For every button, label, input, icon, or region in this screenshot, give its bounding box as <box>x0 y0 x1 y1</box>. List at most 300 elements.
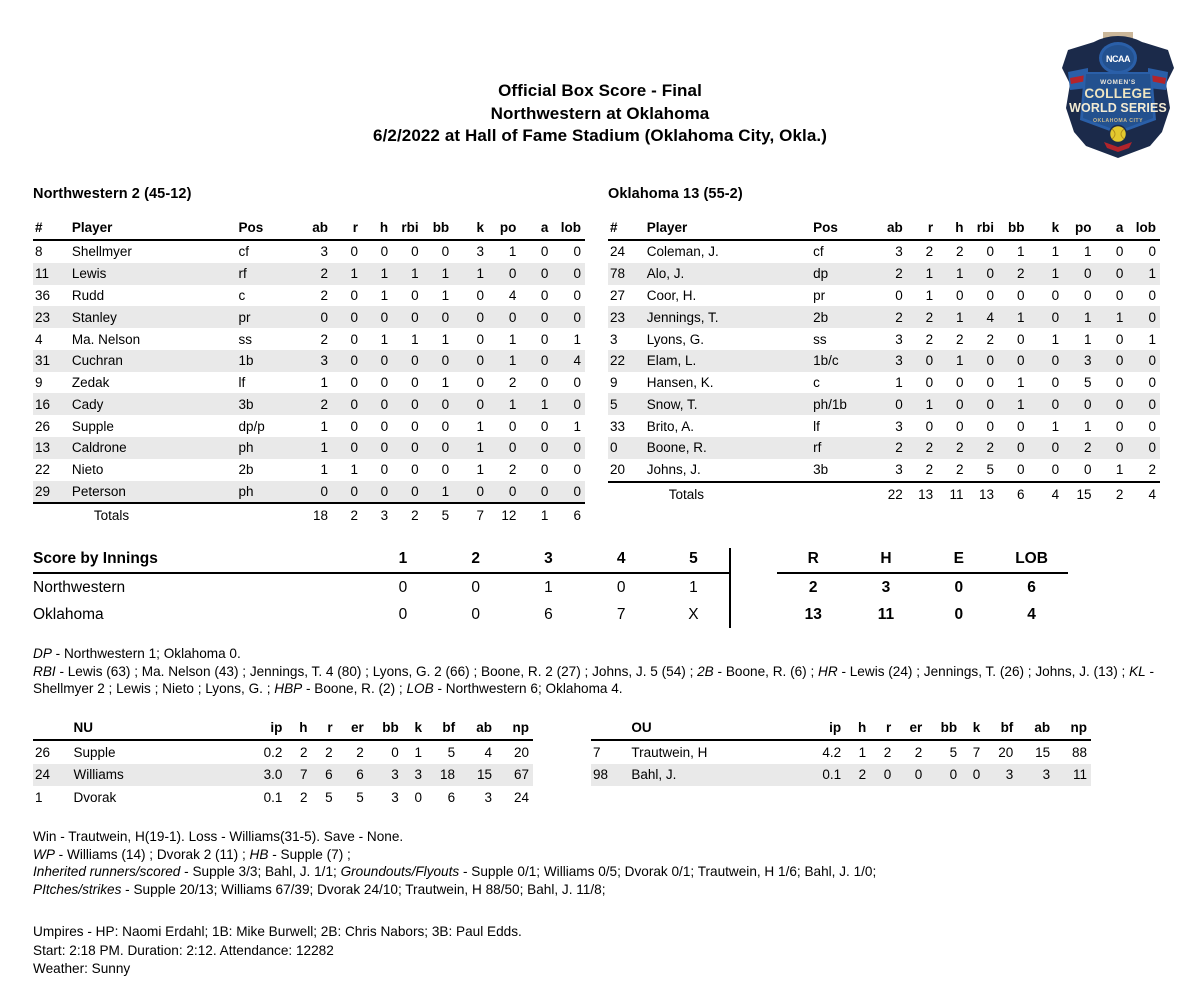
cell-h: 2 <box>955 331 964 347</box>
totals-cell-bb: 5 <box>424 503 455 526</box>
cell-po: 1 <box>1083 331 1092 347</box>
cell-bb: 0 <box>999 350 1029 372</box>
pitch-cell-np: 20 <box>513 744 529 760</box>
pitch-cell-bf: 6 <box>447 789 456 805</box>
away-batting-body <box>33 240 585 527</box>
home-team-heading: Oklahoma 13 (55-2) <box>608 186 743 202</box>
cell-bb: 0 <box>1016 287 1025 303</box>
cell-bb: 1 <box>424 481 455 504</box>
totals-cell-pos <box>813 482 872 505</box>
cell-a: 0 <box>1097 350 1129 372</box>
cell-h: 0 <box>380 418 389 434</box>
cell-name: Elam, L. <box>647 350 813 372</box>
cell-rbi: 0 <box>411 375 419 391</box>
col-header-bb: bb <box>424 218 455 240</box>
cell-name: Coor, H. <box>646 287 697 303</box>
cell-bb: 0 <box>1016 462 1025 478</box>
cell-po: 0 <box>489 306 521 328</box>
cell-h: 1 <box>380 287 389 303</box>
inning-cell-2: 0 <box>471 605 480 623</box>
cell-ab: 2 <box>872 306 908 328</box>
col-header-player: Player <box>72 218 239 240</box>
summary-header-r: R <box>777 548 850 573</box>
table-row <box>608 415 1160 437</box>
pitch-cell-bb: 3 <box>391 789 399 805</box>
inning-cell-5: 1 <box>658 573 731 601</box>
inning-cell-1: 0 <box>398 605 408 623</box>
cell-r: 2 <box>925 331 934 347</box>
inning-cell-4: 0 <box>616 578 626 596</box>
kl-text: - Shellmyer 2 ; Lewis ; Nieto ; Lyons, G. ; <box>33 663 1155 696</box>
pitch-cell-er: 0 <box>895 764 926 787</box>
cell-rbi: 0 <box>393 481 424 504</box>
cell-pos: lf <box>813 418 820 434</box>
cell-r: 0 <box>333 306 363 328</box>
cell-a: 0 <box>521 481 553 504</box>
game-notes-bottom <box>33 923 1183 979</box>
away-pitching-body <box>33 740 533 809</box>
cell-num: 11 <box>33 263 72 285</box>
cell-ab: 1 <box>320 462 328 478</box>
cell-k: 1 <box>1051 331 1060 347</box>
pitch-cell-er: 2 <box>914 744 923 760</box>
cell-k: 0 <box>1051 287 1060 303</box>
cell-rbi: 2 <box>986 331 994 347</box>
cell-num: 16 <box>33 393 72 415</box>
cell-po: 0 <box>489 481 521 504</box>
cell-r: 0 <box>333 481 363 504</box>
cell-k: 0 <box>476 375 484 391</box>
score-by-innings-label: Score by Innings <box>33 548 367 573</box>
cell-lob: 0 <box>1128 437 1160 459</box>
cell-k: 0 <box>1029 306 1064 328</box>
cell-name: Snow, T. <box>647 393 813 415</box>
cell-rbi: 5 <box>986 462 994 478</box>
cell-pos: 3b <box>813 462 829 478</box>
cell-r: 0 <box>350 287 359 303</box>
page-header <box>0 0 1200 148</box>
table-header-row <box>33 218 585 240</box>
cell-k: 0 <box>1051 462 1060 478</box>
cell-rbi: 0 <box>411 418 419 434</box>
cell-lob: 0 <box>553 393 585 415</box>
cell-lob: 2 <box>1148 462 1156 478</box>
cell-h: 2 <box>955 244 964 260</box>
pitch-cell-k: 0 <box>961 764 984 787</box>
decision-line: Win - Trautwein, H(19-1). Loss - Williams(31-5). Save - None. <box>33 829 404 844</box>
pitch-cell-ab: 15 <box>1035 744 1051 760</box>
cell-pos: 3b <box>239 393 297 415</box>
cell-lob: 1 <box>1128 263 1160 285</box>
totals-cell-po: 12 <box>489 503 521 526</box>
cell-bb: 0 <box>424 393 455 415</box>
col-header-r: r <box>908 218 938 240</box>
home-team-block <box>608 186 1160 527</box>
cell-rbi: 0 <box>986 244 994 260</box>
cell-h: 1 <box>380 331 389 347</box>
game-notes-mid <box>33 828 1183 898</box>
col-header-po: po <box>1064 218 1096 240</box>
cell-r: 0 <box>925 418 934 434</box>
away-pitching-table <box>33 718 533 809</box>
pitch-cell-er: 5 <box>356 789 364 805</box>
college-text: COLLEGE <box>1084 86 1152 101</box>
cell-num: 29 <box>33 481 72 504</box>
cell-rbi: 0 <box>968 263 999 285</box>
cell-a: 0 <box>1115 287 1124 303</box>
cell-pos: dp/p <box>238 418 265 434</box>
cell-r: 0 <box>925 375 934 391</box>
cell-po: 1 <box>508 331 517 347</box>
pitch-col-er: er <box>337 718 368 740</box>
cell-a: 0 <box>1097 393 1129 415</box>
cell-h: 1 <box>938 263 968 285</box>
cell-lob: 0 <box>553 263 585 285</box>
pitch-col-er: er <box>895 718 926 740</box>
cell-a: 0 <box>540 462 549 478</box>
cell-rbi: 0 <box>968 350 999 372</box>
dp-note-line <box>33 645 1173 663</box>
pitch-col-ab: ab <box>1017 718 1054 740</box>
cell-lob: 0 <box>553 306 585 328</box>
cell-po: 0 <box>1083 287 1092 303</box>
ncaa-logo-text: NCAA <box>1106 54 1130 64</box>
summary-header-lob: LOB <box>995 548 1068 573</box>
cell-pos: cf <box>813 244 824 260</box>
cell-pos: 2b <box>238 462 254 478</box>
totals-cell-num <box>608 482 647 505</box>
cell-r: 1 <box>333 263 363 285</box>
pitching-header-row <box>33 718 533 740</box>
pitch-cell-er: 2 <box>356 744 364 760</box>
cell-pos: c <box>238 287 246 303</box>
cell-rbi: 2 <box>968 437 999 459</box>
cell-name: Stanley <box>72 306 239 328</box>
cell-h: 0 <box>363 393 393 415</box>
cell-r: 0 <box>908 350 938 372</box>
pitch-cell-k: 0 <box>414 789 422 805</box>
cell-name: Jennings, T. <box>647 306 813 328</box>
totals-cell-po: 15 <box>1064 482 1096 505</box>
table-row <box>33 285 585 307</box>
pitch-cell-num: 7 <box>593 744 601 760</box>
pitch-cell-bf: 3 <box>984 764 1017 787</box>
cell-k: 0 <box>1051 375 1060 391</box>
summary-cell-r: 13 <box>804 605 822 623</box>
cell-rbi: 0 <box>393 306 424 328</box>
pitching-tables <box>33 718 1133 809</box>
cell-a: 0 <box>521 350 553 372</box>
cell-lob: 0 <box>1148 375 1156 391</box>
cell-ab: 3 <box>895 244 903 260</box>
hbp-label: HBP <box>274 681 303 696</box>
rbi-note-line <box>33 663 1173 698</box>
cell-lob: 4 <box>553 350 585 372</box>
cell-po: 0 <box>1083 462 1092 478</box>
score-by-innings-table <box>33 548 1068 628</box>
dp-text: - Northwestern 1; Oklahoma 0. <box>51 646 241 661</box>
cell-k: 0 <box>1029 350 1064 372</box>
cell-ab: 1 <box>297 437 333 459</box>
wcws-logo-svg <box>1058 28 1178 163</box>
totals-cell-r: 13 <box>908 482 938 505</box>
cell-lob: 0 <box>1128 393 1160 415</box>
pitch-col-team: NU <box>73 718 251 740</box>
table-row <box>608 240 1160 263</box>
cell-name: Ma. Nelson <box>71 331 141 347</box>
cell-ab: 1 <box>895 375 903 391</box>
col-header-lob: lob <box>553 218 585 240</box>
col-header-number: # <box>33 218 72 240</box>
col-header-h: h <box>363 218 393 240</box>
cell-rbi: 0 <box>986 287 994 303</box>
pitch-cell-num: 26 <box>35 744 51 760</box>
umpires-line: Umpires - HP: Naomi Erdahl; 1B: Mike Burwell; 2B: Chris Nabors; 3B: Paul Edds. <box>33 924 522 939</box>
pitch-col-r: r <box>870 718 895 740</box>
cell-ab: 2 <box>872 263 908 285</box>
cell-a: 1 <box>521 393 553 415</box>
home-pitching-table <box>591 718 1091 786</box>
cell-bb: 1 <box>441 375 450 391</box>
cell-a: 0 <box>540 375 549 391</box>
cell-name: Lyons, G. <box>646 331 704 347</box>
cell-lob: 0 <box>1148 287 1156 303</box>
pitch-cell-np: 88 <box>1071 744 1087 760</box>
cell-num: 4 <box>35 331 43 347</box>
pitch-cell-k: 1 <box>414 744 422 760</box>
cell-k: 0 <box>1029 437 1064 459</box>
away-team-heading: Northwestern 2 (45-12) <box>33 186 192 202</box>
cell-lob: 1 <box>573 418 581 434</box>
pitch-cell-ip: 4.2 <box>822 744 842 760</box>
pitch-cell-r: 5 <box>325 789 333 805</box>
innings-team-name: Northwestern <box>33 578 126 596</box>
groundouts-text: - Supple 0/1; Williams 0/5; Dvorak 0/1; Trautwein, H 1/6; Bahl, J. 1/0; <box>459 864 877 879</box>
cell-r: 2 <box>925 244 934 260</box>
pitch-cell-h: 2 <box>300 789 308 805</box>
cell-bb: 1 <box>999 393 1029 415</box>
away-batting-table <box>33 218 585 527</box>
cell-rbi: 1 <box>411 331 419 347</box>
cell-name: Supple <box>71 418 114 434</box>
cell-ab: 3 <box>895 418 903 434</box>
cell-k: 3 <box>476 244 484 260</box>
cell-h: 0 <box>955 375 964 391</box>
away-team-block <box>33 186 585 527</box>
cell-ab: 2 <box>872 437 908 459</box>
summary-cell-r: 2 <box>808 578 818 596</box>
cell-pos: rf <box>239 263 297 285</box>
cell-bb: 0 <box>441 462 450 478</box>
pitch-cell-ip: 0.2 <box>263 744 283 760</box>
cell-k: 1 <box>454 263 489 285</box>
cell-num: 23 <box>33 306 72 328</box>
pitch-cell-np: 67 <box>496 764 533 787</box>
header-title-line1: Official Box Score - Final <box>498 81 702 100</box>
cell-ab: 3 <box>895 462 903 478</box>
cell-lob: 0 <box>573 287 581 303</box>
totals-cell-lob: 4 <box>1128 482 1160 505</box>
cell-num: 36 <box>35 287 51 303</box>
cell-h: 0 <box>955 418 964 434</box>
cell-a: 0 <box>1097 437 1129 459</box>
cell-pos: ph <box>239 437 297 459</box>
cell-r: 0 <box>350 375 359 391</box>
table-row <box>608 350 1160 372</box>
cell-lob: 0 <box>1148 418 1156 434</box>
pitch-cell-ab: 4 <box>484 744 492 760</box>
cell-lob: 0 <box>1128 306 1160 328</box>
cell-po: 4 <box>508 287 517 303</box>
cell-ab: 2 <box>320 287 328 303</box>
totals-cell-ab: 22 <box>872 482 908 505</box>
cell-po: 0 <box>489 263 521 285</box>
table-row <box>608 306 1160 328</box>
totals-cell-k: 4 <box>1029 482 1064 505</box>
table-row <box>33 459 585 481</box>
cell-bb: 0 <box>441 244 450 260</box>
pitch-cell-name: Bahl, J. <box>631 764 810 787</box>
cell-r: 2 <box>925 462 934 478</box>
cell-h: 0 <box>363 350 393 372</box>
cell-r: 0 <box>333 437 363 459</box>
inning-cell-3: 1 <box>544 578 553 596</box>
cell-rbi: 4 <box>968 306 999 328</box>
summary-cell-e: 0 <box>954 578 964 596</box>
col-header-r: r <box>333 218 363 240</box>
summary-cell-e: 0 <box>954 605 964 623</box>
table-row <box>33 240 585 263</box>
cell-num: 26 <box>35 418 51 434</box>
cell-r: 1 <box>925 287 934 303</box>
kl-label: KL <box>1129 663 1146 679</box>
cell-bb: 1 <box>1016 375 1025 391</box>
cell-po: 1 <box>1083 244 1092 260</box>
cell-pos: pr <box>239 306 297 328</box>
cell-k: 0 <box>454 393 489 415</box>
2b-text: - Boone, R. (6) ; <box>713 663 819 679</box>
cell-num: 27 <box>610 287 626 303</box>
innings-team-name: Oklahoma <box>33 605 104 623</box>
cell-lob: 0 <box>1128 350 1160 372</box>
table-row <box>608 372 1160 394</box>
innings-gap-cell <box>730 601 776 628</box>
inning-cell-3: 6 <box>544 605 553 623</box>
cell-h: 0 <box>955 287 964 303</box>
pitch-col-r: r <box>312 718 337 740</box>
cell-num: 23 <box>608 306 647 328</box>
table-row <box>33 437 585 459</box>
cell-a: 0 <box>1115 244 1124 260</box>
cell-r: 1 <box>908 263 938 285</box>
table-row <box>591 740 1091 764</box>
pitch-cell-bf: 20 <box>998 744 1014 760</box>
cell-po: 3 <box>1064 350 1096 372</box>
cell-pos: pr <box>813 287 826 303</box>
cell-pos: 2b <box>813 306 872 328</box>
cell-po: 1 <box>489 393 521 415</box>
table-row <box>591 764 1091 787</box>
cell-r: 0 <box>333 393 363 415</box>
header-title-line3: 6/2/2022 at Hall of Fame Stadium (Oklahoma City, Okla.) <box>373 126 827 145</box>
pitch-cell-bb: 5 <box>949 744 958 760</box>
cell-h: 0 <box>363 481 393 504</box>
cell-ab: 3 <box>872 350 908 372</box>
start-line: Start: 2:18 PM. Duration: 2:12. Attendance: 12282 <box>33 942 334 958</box>
cell-po: 0 <box>508 418 517 434</box>
innings-header-row <box>33 548 1068 573</box>
totals-cell-pos <box>239 503 297 526</box>
cell-r: 0 <box>350 244 359 260</box>
cell-ab: 2 <box>297 263 333 285</box>
cell-h: 2 <box>938 437 968 459</box>
weather-line: Weather: Sunny <box>33 961 131 976</box>
pitch-col-ab: ab <box>459 718 496 740</box>
cell-pos: ph <box>239 481 297 504</box>
cell-name: Alo, J. <box>647 263 813 285</box>
cell-pos: ss <box>813 331 827 347</box>
cell-name: Caldrone <box>72 437 239 459</box>
cell-bb: 1 <box>441 331 450 347</box>
hbp-text: - Boone, R. (2) ; <box>302 681 407 696</box>
cell-pos: c <box>813 375 820 391</box>
col-header-k: k <box>1029 218 1064 240</box>
cell-bb: 0 <box>999 437 1029 459</box>
col-header-rbi: rbi <box>393 218 424 240</box>
cell-bb: 2 <box>999 263 1029 285</box>
summary-header-h: H <box>850 548 923 573</box>
cell-lob: 1 <box>573 331 581 347</box>
cell-k: 1 <box>454 437 489 459</box>
pitch-cell-k: 7 <box>972 744 981 760</box>
cell-rbi: 0 <box>968 393 999 415</box>
away-pitching-block <box>33 718 533 809</box>
cell-pos: 1b <box>239 350 297 372</box>
cell-rbi: 1 <box>393 263 424 285</box>
cell-a: 0 <box>521 306 553 328</box>
cell-rbi: 0 <box>393 437 424 459</box>
cell-k: 0 <box>454 306 489 328</box>
home-pitching-body <box>591 740 1091 786</box>
inning-cell-2: 0 <box>471 578 480 596</box>
header-title-line2: Northwestern at Oklahoma <box>490 103 710 123</box>
pitch-cell-num: 98 <box>591 764 631 787</box>
totals-cell-name: Totals <box>72 503 239 526</box>
cell-rbi: 0 <box>411 287 419 303</box>
pitches-strikes-line <box>33 881 1183 899</box>
cell-ab: 1 <box>320 418 328 434</box>
pitch-cell-np: 11 <box>1054 764 1091 787</box>
cell-a: 0 <box>540 331 549 347</box>
table-row <box>33 740 533 764</box>
col-header-ab: ab <box>872 218 908 240</box>
cell-bb: 0 <box>1016 331 1025 347</box>
cell-pos: lf <box>238 375 246 391</box>
hb-label: HB <box>249 846 269 862</box>
pitch-cell-bf: 18 <box>426 764 459 787</box>
pitch-cell-ip: 0.1 <box>263 789 283 805</box>
cell-bb: 0 <box>1016 418 1025 434</box>
cell-name: Peterson <box>72 481 239 504</box>
cell-pos: ss <box>238 331 253 347</box>
rbi-text: - Lewis (63) ; Ma. Nelson (43) ; Jennings, T. 4 (80) ; Lyons, G. 2 (66) ; Boone, R. 2 (27) ; Johns, J. 5 (54) ; <box>55 663 698 679</box>
pitch-col-bf: bf <box>426 718 459 740</box>
cell-a: 1 <box>1115 462 1124 478</box>
cell-bb: 0 <box>441 418 450 434</box>
cell-po: 5 <box>1083 375 1092 391</box>
cell-name: Johns, J. <box>646 462 701 478</box>
inherited-groundouts-line <box>33 863 1183 881</box>
